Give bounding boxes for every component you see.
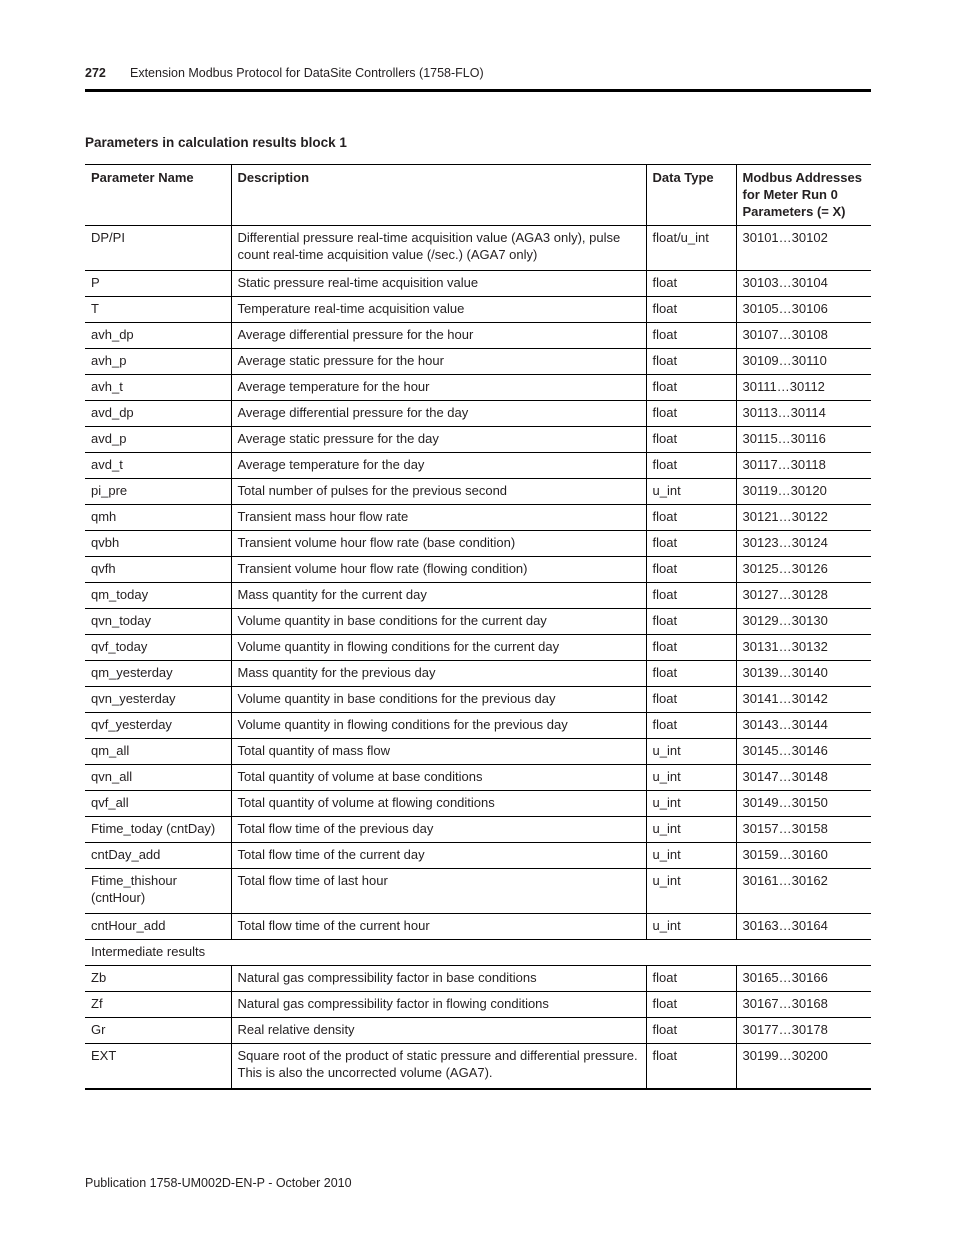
cell-data-type: float	[646, 992, 736, 1018]
cell-modbus-address: 30149…30150	[736, 791, 871, 817]
cell-data-type: u_int	[646, 914, 736, 940]
cell-parameter-name: DP/PI	[85, 226, 231, 271]
cell-description: Total flow time of the previous day	[231, 817, 646, 843]
cell-modbus-address: 30105…30106	[736, 297, 871, 323]
column-header-data-type: Data Type	[646, 165, 736, 226]
cell-description: Total quantity of volume at flowing conditions	[231, 791, 646, 817]
table-row	[85, 1044, 871, 1090]
table-row	[85, 609, 871, 635]
table-row	[85, 271, 871, 297]
cell-parameter-name: cntDay_add	[85, 843, 231, 869]
cell-modbus-address: 30127…30128	[736, 583, 871, 609]
cell-description: Real relative density	[231, 1018, 646, 1044]
cell-modbus-address: 30177…30178	[736, 1018, 871, 1044]
cell-parameter-name: qvn_yesterday	[85, 687, 231, 713]
cell-parameter-name: T	[85, 297, 231, 323]
cell-data-type: float	[646, 297, 736, 323]
table-row	[85, 914, 871, 940]
cell-modbus-address: 30119…30120	[736, 479, 871, 505]
table-row	[85, 226, 871, 271]
table-row	[85, 323, 871, 349]
cell-description: Natural gas compressibility factor in base conditions	[231, 966, 646, 992]
cell-parameter-name: qm_all	[85, 739, 231, 765]
cell-description: Total quantity of volume at base conditions	[231, 765, 646, 791]
cell-modbus-address: 30147…30148	[736, 765, 871, 791]
cell-description: Volume quantity in flowing conditions for the previous day	[231, 713, 646, 739]
cell-parameter-name: avd_dp	[85, 401, 231, 427]
cell-data-type: float	[646, 271, 736, 297]
cell-parameter-name: EXT	[85, 1044, 231, 1090]
cell-modbus-address: 30103…30104	[736, 271, 871, 297]
table-row	[85, 427, 871, 453]
cell-data-type: float	[646, 349, 736, 375]
table-row	[85, 687, 871, 713]
table-row	[85, 505, 871, 531]
cell-data-type: float	[646, 427, 736, 453]
cell-parameter-name: avd_t	[85, 453, 231, 479]
cell-data-type: float	[646, 713, 736, 739]
cell-data-type: u_int	[646, 869, 736, 914]
cell-data-type: float	[646, 687, 736, 713]
page-number: 272	[85, 66, 106, 80]
cell-description: Total quantity of mass flow	[231, 739, 646, 765]
cell-parameter-name: qm_today	[85, 583, 231, 609]
table-row	[85, 661, 871, 687]
cell-data-type: float	[646, 583, 736, 609]
cell-modbus-address: 30145…30146	[736, 739, 871, 765]
cell-parameter-name: qmh	[85, 505, 231, 531]
cell-parameter-name: qvf_yesterday	[85, 713, 231, 739]
cell-modbus-address: 30159…30160	[736, 843, 871, 869]
cell-modbus-address: 30131…30132	[736, 635, 871, 661]
cell-data-type: float	[646, 1044, 736, 1090]
cell-description: Total flow time of last hour	[231, 869, 646, 914]
cell-parameter-name: Ftime_today (cntDay)	[85, 817, 231, 843]
cell-parameter-name: qm_yesterday	[85, 661, 231, 687]
table-row	[85, 869, 871, 914]
table-row	[85, 791, 871, 817]
cell-data-type: float/u_int	[646, 226, 736, 271]
cell-description: Natural gas compressibility factor in flowing conditions	[231, 992, 646, 1018]
table-row	[85, 739, 871, 765]
cell-data-type: u_int	[646, 765, 736, 791]
cell-parameter-name: P	[85, 271, 231, 297]
cell-parameter-name: Zf	[85, 992, 231, 1018]
cell-description: Average temperature for the hour	[231, 375, 646, 401]
cell-modbus-address: 30141…30142	[736, 687, 871, 713]
cell-parameter-name: avh_dp	[85, 323, 231, 349]
table-section-row	[85, 940, 871, 966]
cell-description: Temperature real-time acquisition value	[231, 297, 646, 323]
cell-data-type: float	[646, 1018, 736, 1044]
cell-parameter-name: Ftime_thishour (cntHour)	[85, 869, 231, 914]
cell-parameter-name: pi_pre	[85, 479, 231, 505]
cell-data-type: float	[646, 531, 736, 557]
cell-data-type: u_int	[646, 479, 736, 505]
cell-data-type: float	[646, 401, 736, 427]
cell-modbus-address: 30121…30122	[736, 505, 871, 531]
cell-modbus-address: 30161…30162	[736, 869, 871, 914]
column-header-modbus-addresses: Modbus Addresses for Meter Run 0 Parameters (= X)	[736, 165, 871, 226]
cell-description: Differential pressure real-time acquisition value (AGA3 only), pulse count real-time acquisition value (/sec.) (AGA7 only)	[231, 226, 646, 271]
table-row	[85, 297, 871, 323]
cell-modbus-address: 30125…30126	[736, 557, 871, 583]
cell-modbus-address: 30101…30102	[736, 226, 871, 271]
cell-description: Transient mass hour flow rate	[231, 505, 646, 531]
table-header-row	[85, 165, 871, 226]
cell-modbus-address: 30111…30112	[736, 375, 871, 401]
cell-parameter-name: qvbh	[85, 531, 231, 557]
cell-data-type: float	[646, 609, 736, 635]
table-row	[85, 635, 871, 661]
cell-modbus-address: 30199…30200	[736, 1044, 871, 1090]
cell-parameter-name: avd_p	[85, 427, 231, 453]
column-header-description: Description	[231, 165, 646, 226]
running-title: Extension Modbus Protocol for DataSite Controllers (1758-FLO)	[130, 66, 484, 80]
cell-parameter-name: avh_t	[85, 375, 231, 401]
cell-modbus-address: 30109…30110	[736, 349, 871, 375]
cell-data-type: float	[646, 966, 736, 992]
cell-description: Static pressure real-time acquisition value	[231, 271, 646, 297]
table-row	[85, 1018, 871, 1044]
cell-data-type: u_int	[646, 791, 736, 817]
cell-modbus-address: 30157…30158	[736, 817, 871, 843]
cell-parameter-name: qvf_all	[85, 791, 231, 817]
cell-description: Volume quantity in base conditions for the current day	[231, 609, 646, 635]
cell-parameter-name: qvf_today	[85, 635, 231, 661]
cell-modbus-address: 30123…30124	[736, 531, 871, 557]
cell-description: Mass quantity for the current day	[231, 583, 646, 609]
cell-parameter-name: Gr	[85, 1018, 231, 1044]
cell-data-type: float	[646, 505, 736, 531]
table-row	[85, 349, 871, 375]
cell-description: Average differential pressure for the hour	[231, 323, 646, 349]
parameters-table	[85, 164, 871, 1090]
cell-data-type: float	[646, 323, 736, 349]
cell-data-type: u_int	[646, 817, 736, 843]
table-body	[85, 226, 871, 1090]
cell-modbus-address: 30163…30164	[736, 914, 871, 940]
cell-data-type: float	[646, 375, 736, 401]
cell-modbus-address: 30107…30108	[736, 323, 871, 349]
cell-description: Square root of the product of static pressure and differential pressure. This is also the uncorrected volume (AGA7).	[231, 1044, 646, 1090]
cell-modbus-address: 30165…30166	[736, 966, 871, 992]
table-row	[85, 843, 871, 869]
cell-parameter-name: qvfh	[85, 557, 231, 583]
cell-data-type: u_int	[646, 843, 736, 869]
cell-data-type: float	[646, 453, 736, 479]
cell-data-type: float	[646, 661, 736, 687]
table-row	[85, 375, 871, 401]
cell-description: Total flow time of the current hour	[231, 914, 646, 940]
table-row	[85, 992, 871, 1018]
cell-modbus-address: 30113…30114	[736, 401, 871, 427]
cell-parameter-name: Zb	[85, 966, 231, 992]
publication-footer: Publication 1758-UM002D-EN-P - October 2010	[85, 1176, 352, 1190]
table-row	[85, 557, 871, 583]
section-label: Intermediate results	[85, 940, 871, 966]
cell-description: Average static pressure for the day	[231, 427, 646, 453]
table-row	[85, 453, 871, 479]
cell-description: Average differential pressure for the day	[231, 401, 646, 427]
table-row	[85, 817, 871, 843]
cell-parameter-name: avh_p	[85, 349, 231, 375]
table-row	[85, 583, 871, 609]
cell-description: Total number of pulses for the previous second	[231, 479, 646, 505]
table-row	[85, 966, 871, 992]
cell-description: Mass quantity for the previous day	[231, 661, 646, 687]
table-row	[85, 765, 871, 791]
cell-description: Average static pressure for the hour	[231, 349, 646, 375]
cell-description: Transient volume hour flow rate (flowing condition)	[231, 557, 646, 583]
cell-data-type: u_int	[646, 739, 736, 765]
cell-modbus-address: 30117…30118	[736, 453, 871, 479]
cell-data-type: float	[646, 635, 736, 661]
table-row	[85, 479, 871, 505]
column-header-parameter-name: Parameter Name	[85, 165, 231, 226]
table-row	[85, 401, 871, 427]
cell-parameter-name: qvn_all	[85, 765, 231, 791]
cell-description: Average temperature for the day	[231, 453, 646, 479]
cell-modbus-address: 30115…30116	[736, 427, 871, 453]
table-row	[85, 713, 871, 739]
table-row	[85, 531, 871, 557]
cell-modbus-address: 30139…30140	[736, 661, 871, 687]
cell-description: Volume quantity in flowing conditions for the current day	[231, 635, 646, 661]
cell-description: Transient volume hour flow rate (base condition)	[231, 531, 646, 557]
table-caption: Parameters in calculation results block 1	[85, 135, 347, 150]
cell-parameter-name: cntHour_add	[85, 914, 231, 940]
cell-modbus-address: 30129…30130	[736, 609, 871, 635]
cell-data-type: float	[646, 557, 736, 583]
cell-parameter-name: qvn_today	[85, 609, 231, 635]
cell-description: Total flow time of the current day	[231, 843, 646, 869]
cell-modbus-address: 30143…30144	[736, 713, 871, 739]
cell-modbus-address: 30167…30168	[736, 992, 871, 1018]
cell-description: Volume quantity in base conditions for the previous day	[231, 687, 646, 713]
header-rule	[85, 89, 871, 92]
